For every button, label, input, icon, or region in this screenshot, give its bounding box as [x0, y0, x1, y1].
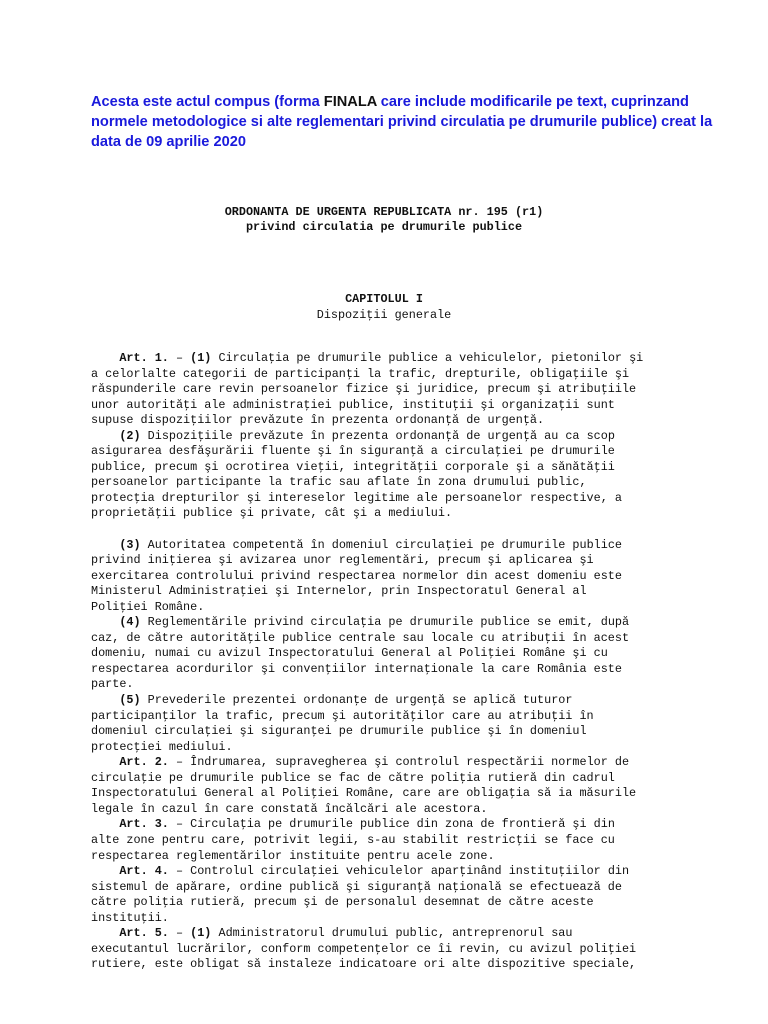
article-label: Art. 3. — [119, 817, 169, 832]
text-line: respectarea reglementărilor instituite pentru acele zone. — [91, 848, 495, 863]
text-line: privind iniţierea şi avizarea unor reglementări, precum şi aplicarea şi — [91, 553, 594, 568]
text-line: Ministerul Administraţiei şi Internelor, prin Inspectoratul General al — [91, 584, 587, 599]
text-line: a celorlalte categorii de participanţi la trafic, drepturile, obligaţiile şi — [91, 366, 630, 381]
text-line — [91, 817, 687, 833]
line-text: Autoritatea competentă în domeniul circulaţiei pe drumurile publice — [147, 537, 622, 552]
text-line: instituţii. — [91, 910, 169, 925]
chapter-heading: CAPITOLUL I — [345, 292, 423, 306]
text-line: Art. 5. – (1) Administratorul drumului public, antreprenorul sau — [119, 926, 573, 941]
text-line: caz, de către autorităţile publice centrale sau locale cu atribuţii în acest — [91, 630, 630, 645]
text-line: domeniu, numai cu avizul Inspectoratului General al Poliţiei Române şi cu — [91, 646, 608, 661]
line-text: Dispoziţiile prevăzute în prezenta ordonanţă de urgenţă au ca scop — [147, 428, 615, 443]
text-line: participanţilor la trafic, precum şi autorităţilor care au atribuţii în — [91, 708, 594, 723]
paragraph-number: (4) — [119, 615, 141, 630]
line-text: – Circulaţia pe drumurile publice din zona de frontieră şi din — [175, 817, 615, 832]
line-text: Circulaţia pe drumurile publice a vehiculelor, pietonilor şi — [218, 351, 644, 365]
text-line: unor autorităţi ale administraţiei publice, instituţii şi organizaţii sunt — [91, 397, 615, 412]
line-text: Prevederile prezentei ordonanţe de urgenţă se aplică tuturor — [147, 693, 573, 708]
text-line: protecţiei mediului. — [91, 739, 233, 754]
text-line: către poliţia rutieră, precum şi de personalul desemnat de către aceste — [91, 895, 594, 910]
text-line — [91, 864, 687, 880]
text-line: Poliţiei Române. — [91, 599, 205, 614]
paragraph-number: (1) — [190, 351, 212, 365]
line-text: Reglementările privind circulaţia pe drumurile publice se emit, după — [147, 615, 630, 630]
article-label: Art. 5. — [119, 926, 169, 941]
paragraph-number: (3) — [119, 537, 141, 552]
text-line: alte zone pentru care, potrivit legii, s-au stabilit restricţii se face cu — [91, 832, 615, 847]
text-line: circulaţie pe drumurile publice se fac de către poliţia rutieră din cadrul — [91, 770, 615, 785]
article-label: Art. 4. — [119, 864, 169, 879]
text-line: respectarea acordurilor şi convenţiilor internaţionale la care România este — [91, 661, 622, 676]
line-text: – Controlul circulaţiei vehiculelor aparţinând instituţiilor din — [175, 864, 630, 879]
line-text: Administratorul drumului public, antreprenorul sau — [218, 926, 573, 941]
line-text: – Îndrumarea, supravegherea şi controlul respectării normelor de — [175, 755, 630, 770]
paragraph-number: (5) — [119, 693, 141, 708]
text-line — [91, 522, 687, 538]
text-line: publice, precum şi ocrotirea vieţii, integrităţii corporale şi a sănătăţii — [91, 459, 615, 474]
chapter-name: Dispoziţii generale — [316, 308, 452, 322]
text-line: rutiere, este obligat să instaleze indicatoare ori alte dispozitive speciale, — [91, 957, 637, 972]
decree-subtitle: privind circulatia pe drumurile publice — [245, 220, 523, 234]
text-line — [91, 429, 687, 445]
paragraph-number: (2) — [119, 428, 141, 443]
text-line: proprietăţii publice şi private, cât şi a mediului. — [91, 506, 453, 521]
article-label: Art. 1. — [119, 351, 169, 365]
text-line: răspunderile care revin persoanelor fizice şi juridice, precum şi atribuţiile — [91, 382, 637, 397]
intro-text-b: care include modificarile pe text, cuprinzand normele metodologice si alte reglementari privind circulatia pe drumurile publice) creat la data de 09 aprilie 2020 — [91, 94, 713, 150]
article-label: Art. 2. — [119, 755, 169, 770]
text-line — [91, 538, 687, 554]
text-line: protecţia drepturilor şi intereselor legitime ale persoanelor respective, a — [91, 490, 622, 505]
article-body — [91, 351, 687, 973]
intro-text-a: Acesta este actul compus (forma — [91, 94, 324, 110]
text-line: legale în cazul în care constată încălcări ale acestora. — [91, 801, 488, 816]
text-line — [91, 755, 687, 771]
decree-title: ORDONANTA DE URGENTA REPUBLICATA nr. 195 (r1) — [224, 205, 544, 219]
paragraph-number: (1) — [190, 926, 212, 941]
text-line: asigurarea desfăşurării fluente şi în siguranţă a circulaţiei pe drumurile — [91, 444, 615, 459]
text-line: parte. — [91, 677, 134, 692]
text-line: exercitarea controlului privind respectarea normelor din acest domeniu este — [91, 568, 622, 583]
intro-final-word: FINALA — [323, 94, 377, 110]
text-line: domeniul circulaţiei şi siguranţei pe drumurile publice şi în domeniul — [91, 724, 587, 739]
text-line: supuse dispoziţiilor prevăzute în prezenta ordonanţă de urgenţă. — [91, 413, 545, 428]
text-line — [91, 693, 687, 709]
text-line: sistemul de apărare, ordine publică şi siguranţă naţională se efectuează de — [91, 879, 622, 894]
text-line: executantul lucrărilor, conform competenţelor ce îi revin, cu avizul poliţiei — [91, 941, 637, 956]
intro-note — [91, 92, 731, 152]
text-line: Art. 1. – (1) Circulaţia pe drumurile publice a vehiculelor, pietonilor şi — [119, 351, 644, 365]
text-line: persoanelor participante la trafic sau aflate în zona drumului public, — [91, 475, 587, 490]
text-line — [91, 615, 687, 631]
text-line: Inspectoratului General al Poliţiei Române, care are obligaţia să ia măsurile — [91, 786, 637, 801]
